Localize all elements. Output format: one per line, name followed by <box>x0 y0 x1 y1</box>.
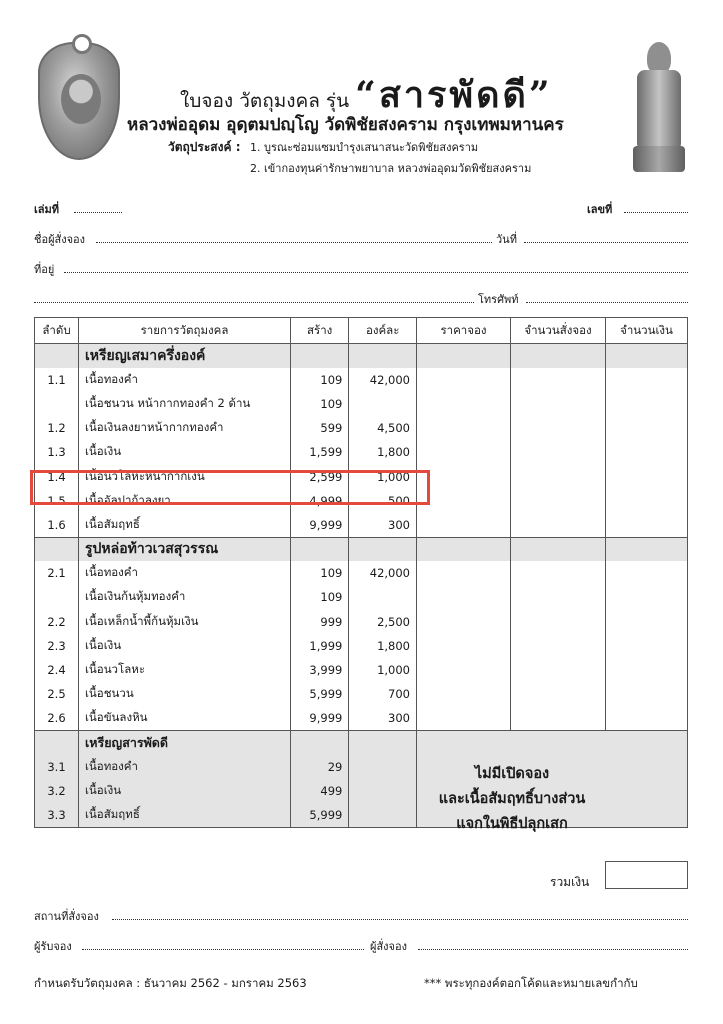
row-booking-price[interactable] <box>417 658 511 682</box>
section-no <box>35 344 79 368</box>
row-made: 109 <box>291 561 349 585</box>
row-quantity[interactable] <box>511 561 606 585</box>
section-cell <box>606 344 688 368</box>
row-made: 109 <box>291 368 349 392</box>
notice-line-2: และเนื้อสัมฤทธิ์บางส่วน <box>438 791 586 807</box>
section-title: รูปหล่อท้าวเวสสุวรรณ <box>79 537 291 561</box>
row-booking-price[interactable] <box>417 706 511 730</box>
section-cell <box>349 731 417 755</box>
row-made: 1,999 <box>291 634 349 658</box>
row-no: 1.4 <box>35 464 79 488</box>
row-quantity[interactable] <box>511 440 606 464</box>
row-booking-price[interactable] <box>417 634 511 658</box>
row-made: 9,999 <box>291 513 349 537</box>
row-price: 500 <box>349 489 417 513</box>
row-amount[interactable] <box>606 682 688 706</box>
row-item: เนื้อเงิน <box>79 634 291 658</box>
row-price: 42,000 <box>349 561 417 585</box>
table-row <box>35 706 688 730</box>
section-cell <box>511 537 606 561</box>
section-cell <box>291 537 349 561</box>
section-cell <box>349 344 417 368</box>
table-row <box>35 682 688 706</box>
row-made: 5,999 <box>291 682 349 706</box>
row-amount[interactable] <box>606 368 688 392</box>
section-row <box>35 344 688 368</box>
row-no: 1.3 <box>35 440 79 464</box>
row-booking-price[interactable] <box>417 561 511 585</box>
row-no: 3.2 <box>35 779 79 803</box>
table-row <box>35 392 688 416</box>
row-price: 1,000 <box>349 658 417 682</box>
row-price <box>349 392 417 416</box>
table-row <box>35 634 688 658</box>
row-amount[interactable] <box>606 416 688 440</box>
row-no <box>35 585 79 609</box>
row-made: 1,599 <box>291 440 349 464</box>
row-price: 2,500 <box>349 610 417 634</box>
row-booking-price[interactable] <box>417 464 511 488</box>
row-booking-price[interactable] <box>417 489 511 513</box>
row-made: 109 <box>291 585 349 609</box>
col-header-unit-price: องค์ละ <box>349 318 417 344</box>
row-amount[interactable] <box>606 585 688 609</box>
total-field[interactable] <box>605 861 688 889</box>
row-made: 9,999 <box>291 706 349 730</box>
col-header-made: สร้าง <box>291 318 349 344</box>
row-price <box>349 755 417 779</box>
orderer-label: ผู้สั่งจอง <box>370 940 407 953</box>
phone-label: โทรศัพท์ <box>478 293 519 306</box>
row-item: เนื้อชนวน <box>79 682 291 706</box>
row-item: เนื้อนวโลหะหน้ากากเงิน <box>79 464 291 488</box>
row-item: เนื้อนวโลหะ <box>79 658 291 682</box>
purpose-label: วัตถุประสงค์ : <box>168 140 241 154</box>
row-price <box>349 779 417 803</box>
row-amount[interactable] <box>606 561 688 585</box>
row-made: 109 <box>291 392 349 416</box>
row-amount[interactable] <box>606 658 688 682</box>
items-table <box>34 317 688 828</box>
date-label: วันที่ <box>496 233 517 246</box>
address-field-line-2[interactable] <box>34 302 474 303</box>
statue-base <box>633 146 685 172</box>
row-no: 2.4 <box>35 658 79 682</box>
total-label: รวมเงิน <box>550 875 590 889</box>
highlight-box <box>30 470 430 505</box>
row-amount[interactable] <box>606 489 688 513</box>
row-no: 2.3 <box>35 634 79 658</box>
row-no: 2.1 <box>35 561 79 585</box>
statue-image <box>633 42 685 174</box>
row-item: เนื้อเงิน <box>79 779 291 803</box>
row-no: 1.5 <box>35 489 79 513</box>
book-no-field[interactable] <box>74 212 122 213</box>
row-item: เนื้อขันลงหิน <box>79 706 291 730</box>
row-amount[interactable] <box>606 634 688 658</box>
form-subtitle: หลวงพ่ออุดม อุดฺตมปญฺโญ วัดพิชัยสงคราม กรุงเทพมหานคร <box>127 115 564 135</box>
row-made: 29 <box>291 755 349 779</box>
row-booking-price[interactable] <box>417 440 511 464</box>
row-booking-price[interactable] <box>417 368 511 392</box>
section-row <box>35 731 688 755</box>
row-no: 1.6 <box>35 513 79 537</box>
row-booking-price[interactable] <box>417 513 511 537</box>
row-amount[interactable] <box>606 513 688 537</box>
section-cell <box>606 537 688 561</box>
section-cell <box>417 537 511 561</box>
schedule-note: กำหนดรับวัตถุมงคล : ธันวาคม 2562 - มกราคม 2563 <box>34 976 307 990</box>
table-row <box>35 561 688 585</box>
section-title: เหรียญเสมาครึ่งองค์ <box>79 344 291 368</box>
statue-body <box>637 70 681 148</box>
row-amount[interactable] <box>606 440 688 464</box>
orderer-field[interactable] <box>418 949 688 950</box>
code-note: *** พระทุกองค์ตอกโค้ดและหมายเลขกำกับ <box>424 976 638 990</box>
section-row <box>35 537 688 561</box>
col-header-no: ลำดับ <box>35 318 79 344</box>
row-item: เนื้อสัมฤทธิ์ <box>79 803 291 827</box>
row-item: เนื้อทองคำ <box>79 561 291 585</box>
row-price: 42,000 <box>349 368 417 392</box>
col-header-quantity: จำนวนสั่งจอง <box>511 318 606 344</box>
table-header-row <box>35 318 688 344</box>
row-no <box>35 392 79 416</box>
row-price: 1,800 <box>349 634 417 658</box>
order-place-label: สถานที่สั่งจอง <box>34 910 99 923</box>
row-quantity[interactable] <box>511 368 606 392</box>
row-quantity[interactable] <box>511 682 606 706</box>
row-price <box>349 585 417 609</box>
row-item: เนื้อเงินก้นหุ้มทองคำ <box>79 585 291 609</box>
receiver-label: ผู้รับจอง <box>34 940 72 953</box>
row-made: 2,599 <box>291 464 349 488</box>
table-row <box>35 658 688 682</box>
table-row <box>35 585 688 609</box>
book-no-label: เล่มที่ <box>34 203 60 216</box>
row-quantity[interactable] <box>511 489 606 513</box>
receiver-field[interactable] <box>82 949 364 950</box>
row-item: เนื้อเงินลงยาหน้ากากทองคำ <box>79 416 291 440</box>
section-no <box>35 537 79 561</box>
col-header-amount: จำนวนเงิน <box>606 318 688 344</box>
medal-portrait <box>61 74 101 124</box>
amulet-medal-image <box>38 42 120 160</box>
row-made: 5,999 <box>291 803 349 827</box>
row-price: 1,800 <box>349 440 417 464</box>
section-no <box>35 731 79 755</box>
row-price: 4,500 <box>349 416 417 440</box>
row-item: เนื้อทองคำ <box>79 755 291 779</box>
notice-line-3: แจกในพิธีปลุกเสก <box>456 816 568 832</box>
address-label: ที่อยู่ <box>34 263 55 276</box>
row-no: 2.2 <box>35 610 79 634</box>
row-no: 2.6 <box>35 706 79 730</box>
order-place-field[interactable] <box>112 919 688 920</box>
series-name: “สารพัดดี” <box>355 74 553 116</box>
row-booking-price[interactable] <box>417 392 511 416</box>
col-header-booking-price: ราคาจอง <box>417 318 511 344</box>
row-no: 1.1 <box>35 368 79 392</box>
table-row <box>35 513 688 537</box>
title-prefix: ใบจอง วัตถุมงคล รุ่น <box>180 90 350 112</box>
section-title: เหรียญสารพัดดี <box>79 731 291 755</box>
notice-line-1: ไม่มีเปิดจอง <box>474 766 550 782</box>
row-made: 499 <box>291 779 349 803</box>
number-label: เลขที่ <box>587 203 613 216</box>
orderer-name-label: ชื่อผู้สั่งจอง <box>34 233 86 246</box>
row-quantity[interactable] <box>511 464 606 488</box>
date-field[interactable] <box>524 242 688 243</box>
row-quantity[interactable] <box>511 585 606 609</box>
col-header-item: รายการวัตถุมงคล <box>79 318 291 344</box>
section-cell <box>291 344 349 368</box>
row-amount[interactable] <box>606 392 688 416</box>
row-price <box>349 803 417 827</box>
row-quantity[interactable] <box>511 634 606 658</box>
orderer-name-field[interactable] <box>96 242 492 243</box>
row-quantity[interactable] <box>511 416 606 440</box>
row-item: เนื้ออัลปาก้าลงยา <box>79 489 291 513</box>
row-no: 2.5 <box>35 682 79 706</box>
purpose-item-2: 2. เข้ากองทุนค่ารักษาพยาบาล หลวงพ่ออุดมวัดพิชัยสงคราม <box>250 162 532 175</box>
row-amount[interactable] <box>606 610 688 634</box>
purpose-item-1: 1. บูรณะซ่อมแซมบำรุงเสนาสนะวัดพิชัยสงคราม <box>250 141 479 154</box>
phone-field[interactable] <box>526 302 688 303</box>
row-booking-price[interactable] <box>417 585 511 609</box>
table-row <box>35 368 688 392</box>
row-made: 4,999 <box>291 489 349 513</box>
row-price: 1,000 <box>349 464 417 488</box>
row-item: เนื้อสัมฤทธิ์ <box>79 513 291 537</box>
row-no: 3.3 <box>35 803 79 827</box>
row-quantity[interactable] <box>511 392 606 416</box>
row-quantity[interactable] <box>511 610 606 634</box>
row-price: 300 <box>349 706 417 730</box>
row-item: เนื้อทองคำ <box>79 368 291 392</box>
row-price: 700 <box>349 682 417 706</box>
row-no: 1.2 <box>35 416 79 440</box>
section-cell <box>511 344 606 368</box>
table-row <box>35 610 688 634</box>
section-cell <box>291 731 349 755</box>
medal-loop <box>72 34 92 54</box>
row-booking-price[interactable] <box>417 610 511 634</box>
row-made: 999 <box>291 610 349 634</box>
address-field[interactable] <box>64 272 688 273</box>
table-row <box>35 416 688 440</box>
table-row <box>35 440 688 464</box>
row-quantity[interactable] <box>511 513 606 537</box>
row-item: เนื้อเหล็กน้ำพี้ก้นหุ้มเงิน <box>79 610 291 634</box>
notice-text <box>420 762 604 837</box>
row-no: 3.1 <box>35 755 79 779</box>
row-amount[interactable] <box>606 706 688 730</box>
row-amount[interactable] <box>606 464 688 488</box>
row-price: 300 <box>349 513 417 537</box>
section-cell <box>349 537 417 561</box>
row-quantity[interactable] <box>511 658 606 682</box>
row-quantity[interactable] <box>511 706 606 730</box>
row-item: เนื้อชนวน หน้ากากทองคำ 2 ด้าน <box>79 392 291 416</box>
row-made: 3,999 <box>291 658 349 682</box>
row-booking-price[interactable] <box>417 682 511 706</box>
row-booking-price[interactable] <box>417 416 511 440</box>
section-cell <box>417 344 511 368</box>
number-field[interactable] <box>624 212 688 213</box>
row-item: เนื้อเงิน <box>79 440 291 464</box>
row-made: 599 <box>291 416 349 440</box>
